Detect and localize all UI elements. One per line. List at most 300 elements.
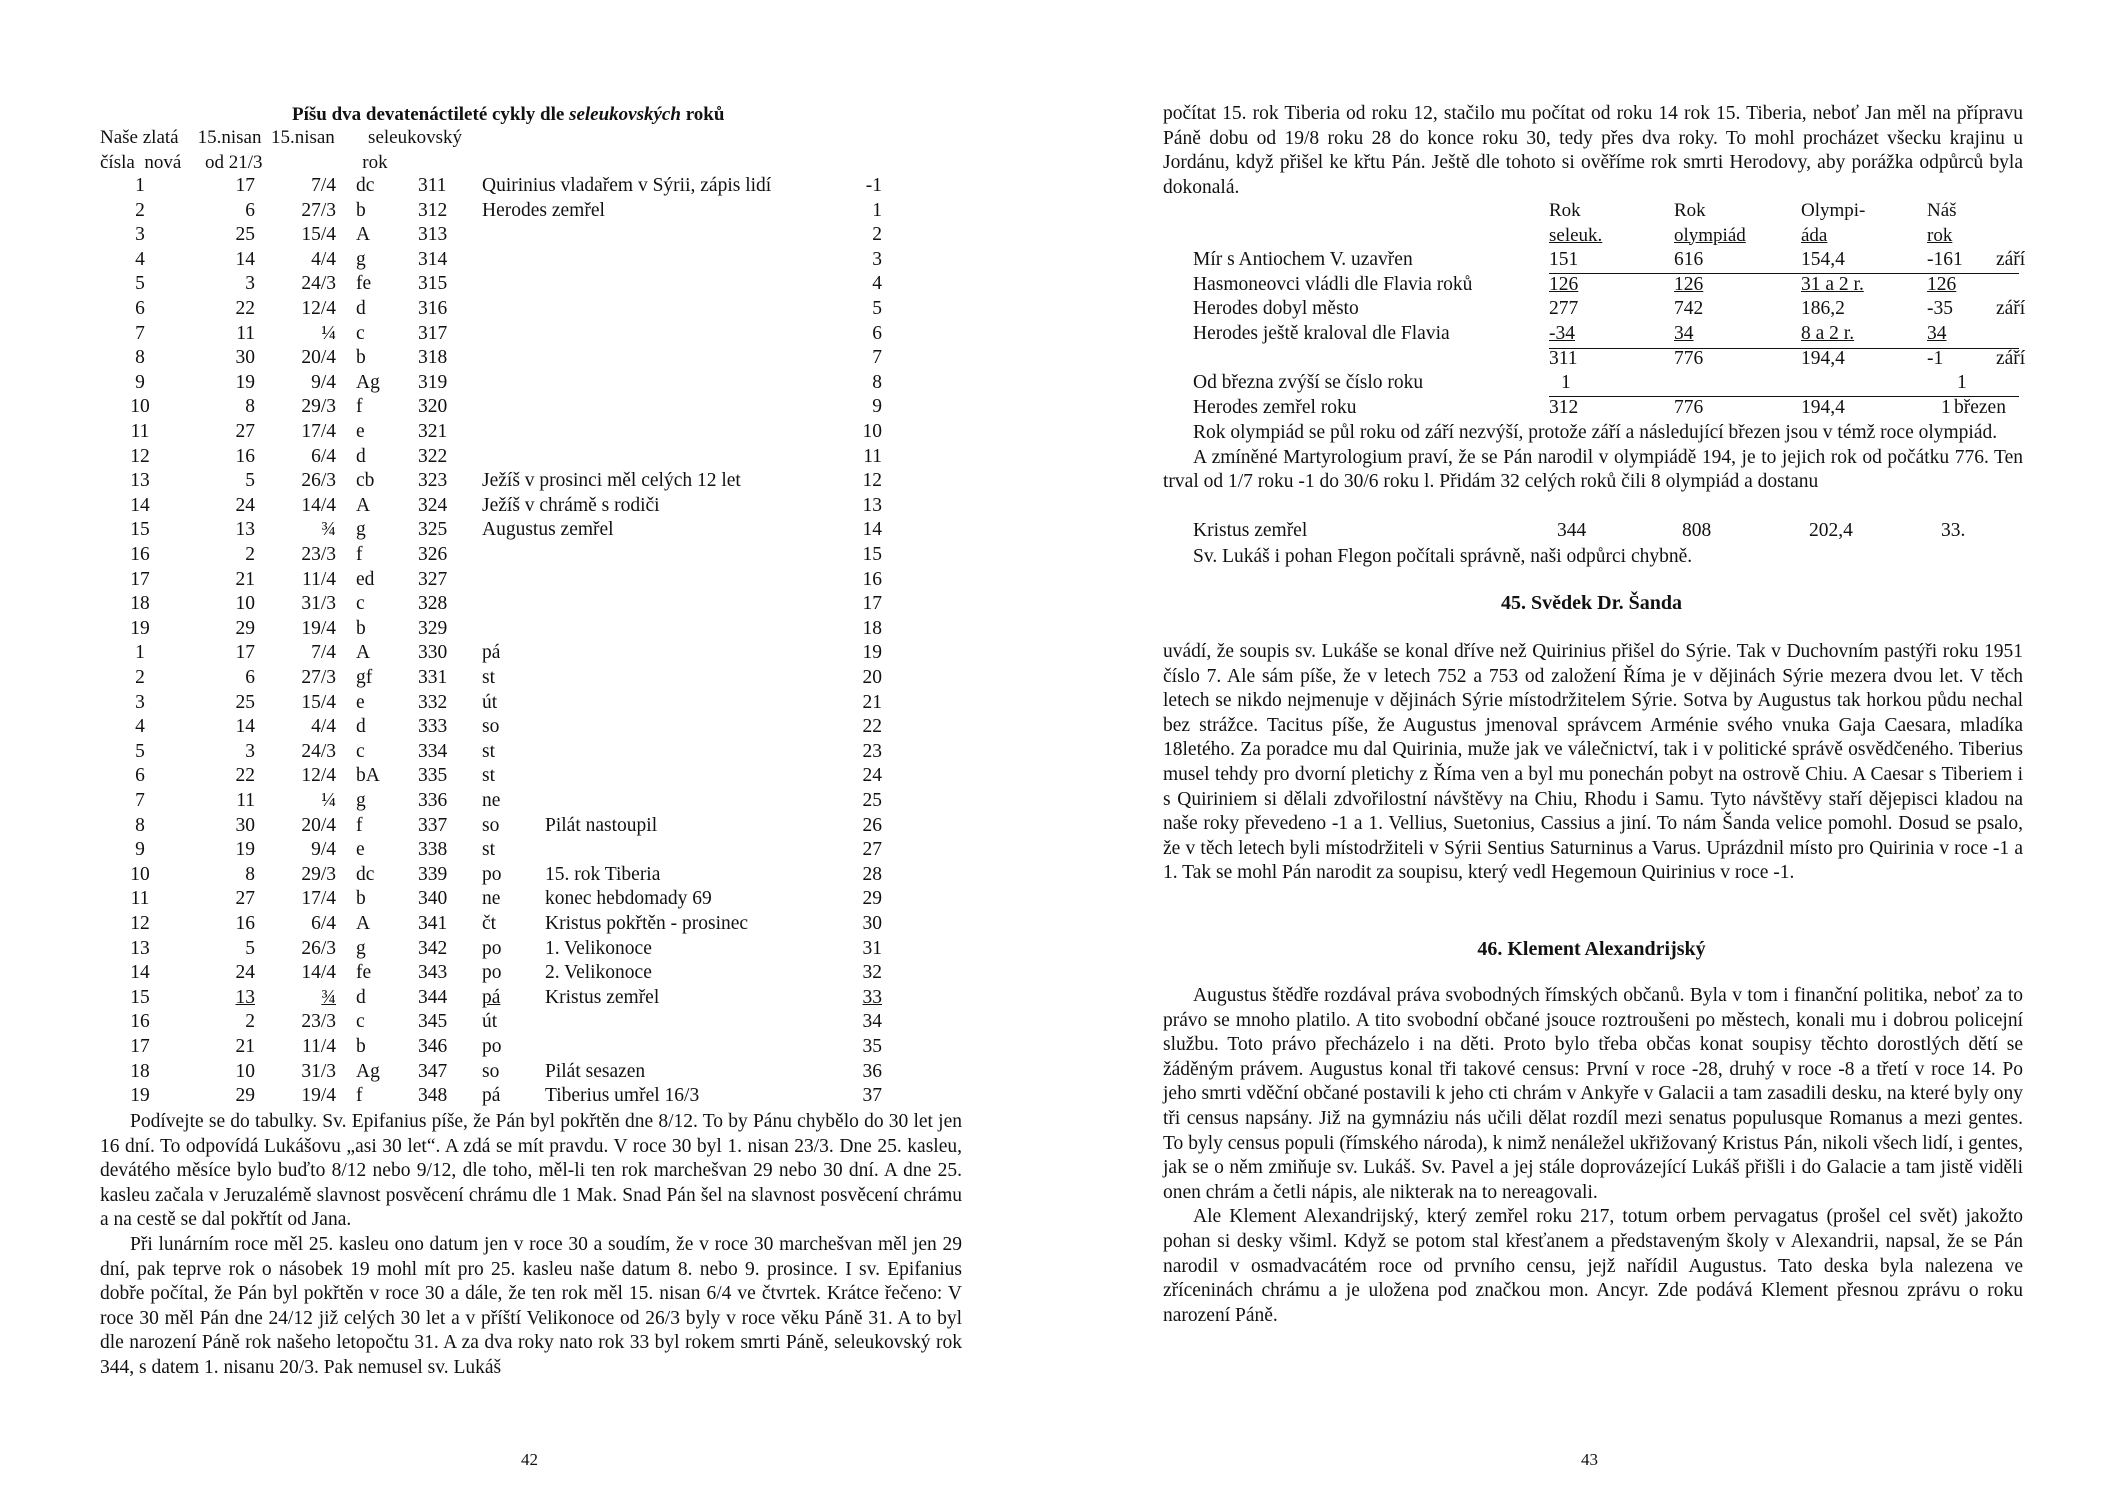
note-cell: 15. rok Tiberia <box>545 863 661 885</box>
herod-table-row <box>1061 298 2122 323</box>
dominical-letter-cell: f <box>356 1085 363 1107</box>
nisan-cell: 3 <box>245 740 255 762</box>
table-row <box>0 249 1000 274</box>
dominical-letter-cell: A <box>356 913 371 934</box>
right-page <box>1061 0 2122 1500</box>
nisan-cell: 19 <box>235 371 255 393</box>
our-year-cell: 2 <box>872 224 882 246</box>
month-cell: září <box>1996 249 2026 271</box>
seleucid-year-cell: 317 <box>418 322 448 344</box>
golden-number-cell: 3 <box>135 691 145 713</box>
our-year-cell: 126 <box>1927 273 1957 295</box>
nisan-cell: 14 <box>235 248 255 270</box>
dominical-letter-cell: bA <box>356 765 380 787</box>
date-cell: 29/3 <box>301 863 336 885</box>
date-cell: ¼ <box>321 790 336 811</box>
seleucid-year-cell: 345 <box>418 1011 448 1033</box>
note-cell: Kristus zemřel <box>545 986 660 1008</box>
table-row <box>0 470 1000 495</box>
golden-number-cell: 3 <box>135 224 145 246</box>
seleucid-cell: 1 <box>1561 372 1571 394</box>
seleucid-year-cell: 329 <box>418 617 448 639</box>
table-row <box>0 593 1000 618</box>
dominical-letter-cell: c <box>356 593 365 615</box>
table-row <box>0 716 1000 741</box>
paragraph-2: Při lunárním roce měl 25. kasleu ono datum jen v roce 30 a soudím, že v roce 30 marchešvan měl jen 29 dní, pak teprve rok o násobek 19 mohl mít pro 25. kasleu naše datum 8. nebo 9. prosince. I sv. Epifanius dobře počítal, že Pán byl pokřtěn v roce 30 a dále, že ten rok měl 15. nisan 6/4 ve čtvrtek. Krátce řečeno: V roce 30 měl Pán dne 24/12 již celých 30 let a v příští Velikonoce od 26/3 byly v roce věku Páně 31. A to byl dle narození Páně rok našeho letopočtu 31. A za dva roky nato rok 33 byl rokem smrti Páně, seleukovský rok 344, s datem 1. nisanu 20/3. Pak nemusel sv. Lukáš <box>100 1233 962 1378</box>
row-label: Od března zvýší se číslo roku <box>1193 372 1424 394</box>
weekday-cell: po <box>482 1036 502 1057</box>
note-cell: konec hebdomady 69 <box>545 888 712 910</box>
date-cell: 24/3 <box>301 273 336 295</box>
weekday-cell: so <box>482 716 500 738</box>
divider-line <box>1549 348 2019 349</box>
dominical-letter-cell: ed <box>356 568 375 590</box>
golden-number-cell: 12 <box>130 913 150 934</box>
date-cell: 15/4 <box>301 224 336 246</box>
divider-line <box>1549 273 2019 274</box>
olympiad-year-cell: 616 <box>1674 249 1704 271</box>
our-year-cell: 3 <box>872 248 882 270</box>
nisan-cell: 13 <box>235 986 255 1008</box>
golden-number-cell: 1 <box>135 642 145 664</box>
table-row <box>0 618 1000 643</box>
nisan-cell: 21 <box>235 1036 255 1057</box>
our-year-cell: 20 <box>862 667 882 688</box>
seleucid-year-cell: 314 <box>418 248 448 270</box>
golden-number-cell: 15 <box>130 519 150 541</box>
olympiad-cell: 154,4 <box>1801 249 1845 271</box>
golden-number-cell: 18 <box>130 1060 150 1082</box>
weekday-cell: ne <box>482 790 501 811</box>
row-label: Herodes zemřel roku <box>1193 396 1357 418</box>
date-cell: 11/4 <box>302 568 336 590</box>
date-cell: 23/3 <box>301 1011 336 1033</box>
golden-number-cell: 16 <box>130 544 150 565</box>
seleucid-year-cell: 347 <box>418 1060 448 1082</box>
golden-number-cell: 6 <box>135 765 145 787</box>
golden-number-cell: 19 <box>130 617 150 639</box>
weekday-cell: so <box>482 1060 500 1082</box>
nisan-cell: 30 <box>235 814 255 836</box>
seleucid-year-cell: 335 <box>418 765 448 787</box>
our-year-cell: 8 <box>872 371 882 393</box>
our-year-cell: 23 <box>862 740 882 762</box>
our-year-cell: 10 <box>862 421 882 442</box>
golden-number-cell: 8 <box>135 814 145 836</box>
weekday-cell: so <box>482 814 500 836</box>
our-year-cell: 16 <box>862 568 882 590</box>
weekday-cell: pá <box>482 986 501 1008</box>
date-cell: 12/4 <box>301 298 336 319</box>
date-cell: 9/4 <box>311 371 336 393</box>
our-year-cell: 6 <box>872 322 882 344</box>
note-cell: Ježíš v chrámě s rodiči <box>482 494 660 516</box>
our-year-cell: 32 <box>862 962 882 984</box>
dominical-letter-cell: fe <box>356 273 372 295</box>
olympiad-cell: 31 a 2 r. <box>1801 273 1864 295</box>
nisan-cell: 22 <box>235 765 255 787</box>
dominical-letter-cell: cb <box>356 470 375 492</box>
dominical-letter-cell: fe <box>356 962 372 984</box>
body-text-left <box>100 1110 962 1381</box>
date-cell: 26/3 <box>301 937 336 959</box>
table-row <box>0 421 1000 446</box>
nisan-cell: 8 <box>245 396 255 418</box>
date-cell: 20/4 <box>301 347 336 369</box>
nisan-cell: 5 <box>245 937 255 959</box>
golden-number-cell: 8 <box>135 347 145 369</box>
date-cell: 14/4 <box>301 494 336 516</box>
nisan-cell: 25 <box>235 224 255 246</box>
weekday-cell: st <box>482 765 496 787</box>
our-year-cell: 19 <box>862 642 882 664</box>
section-45-text: uvádí, že soupis sv. Lukáše se konal dříve než Quirinius přišel do Sýrie. Tak v Duchovním pastýři roku 1951 číslo 7. Ale sám píše, že v letech 752 a 753 od založení Říma je v dějinách Sýrie mezera dvou let. V těch letech se nikdo nejmenuje v dějinách Sýrie místodržitelem Sýrie. Sotva by Augustus tak horkou půdu nechal bez strážce. Tacitus píše, že Augustus jmenoval správcem Arménie svého vnuka Gaja Caesara, mladíka 18letého. Za poradce mu dal Quirinia, muže jak ve válečnictví, tak i v politické správě osvědčeného. Tiberius musel tehdy pro dvorní pletichy z Říma ven a byl mu ponechán pobyt na ostrově Chiu. A Caesar s Tiberiem i s Quiriniem si dělali zdvořilostní návštěvy na Chiu, Rhodu i Samu. Tyto návštěvy staří dějepisci kladou na naše roky převedeno -1 a 1. Vellius, Suetonius, Cassius a jiní. To nám Šanda velice pomohl. Dosud se psalo, že v těch letech byli místodržiteli v Sýrii Sentius Saturninus a Varus. Uprázdnil místo pro Quirinia v roce -1 a 1. Tak se mohl Pán narodit za soupisu, který vedl Hegemoun Quirinius v roce -1. <box>1163 641 2023 884</box>
divider-line <box>1549 396 2019 397</box>
our-year-cell: 11 <box>863 445 882 467</box>
our-year-cell: 25 <box>862 790 882 811</box>
herod-table-row <box>1061 249 2122 274</box>
nisan-cell: 14 <box>235 716 255 738</box>
table-row <box>0 642 1000 667</box>
date-cell: 6/4 <box>311 913 336 934</box>
nisan-cell: 2 <box>245 544 255 565</box>
date-cell: 7/4 <box>311 175 336 196</box>
seleucid-year-cell: 340 <box>418 888 448 910</box>
weekday-cell: po <box>482 962 502 984</box>
paragraph-1: Podívejte se do tabulky. Sv. Epifanius píše, že Pán byl pokřtěn dne 8/12. To by Pánu chybělo do 30 let jen 16 dní. To odpovídá Lukášovu „asi 30 let“. A zdá se mít pravdu. V roce 30 byl 1. nisan 23/3. Dne 25. kasleu, devátého měsíce bylo buďto 8/12 nebo 9/12, dle toho, měl-li ten rok marchešvan 29 nebo 30 dní. A dne 25. kasleu začala v Jeruzalémě slavnost posvěcení chrámu dle 1 Mak. Snad Pán šel na slavnost posvěcení chrámu a na cestě se dal pokřtít od Jana. <box>100 1111 962 1231</box>
table-row <box>0 224 1000 249</box>
nisan-cell: 27 <box>235 888 255 910</box>
golden-number-cell: 4 <box>135 248 145 270</box>
nisan-cell: 8 <box>245 863 255 885</box>
our-year-cell: 18 <box>862 617 882 639</box>
table-row <box>0 519 1000 544</box>
olympiad-year-cell: 34 <box>1674 323 1694 344</box>
our-year-cell: 4 <box>872 273 882 295</box>
seleucid-year-cell: 330 <box>418 642 448 664</box>
herod-table-row <box>1061 348 2122 373</box>
date-cell: 27/3 <box>301 667 336 688</box>
date-cell: 4/4 <box>311 248 336 270</box>
golden-number-cell: 13 <box>130 470 150 492</box>
date-cell: 19/4 <box>301 617 336 639</box>
table-row <box>0 1061 1000 1086</box>
page-number-right: 43 <box>1581 1450 1598 1469</box>
date-cell: 14/4 <box>301 962 336 984</box>
nisan-cell: 24 <box>235 962 255 984</box>
dominical-letter-cell: g <box>356 248 366 270</box>
golden-number-cell: 17 <box>130 568 150 590</box>
seleucid-year-cell: 337 <box>418 814 448 836</box>
kristus-row: Kristus zemřel 344 808 202,4 33. <box>1193 520 1966 541</box>
golden-number-cell: 10 <box>130 396 150 418</box>
row-label: Herodes dobyl město <box>1193 298 1359 320</box>
our-year-cell: 13 <box>862 494 882 516</box>
our-year-cell: 15 <box>862 544 882 565</box>
our-year-cell: -1 <box>1927 347 1944 369</box>
dominical-letter-cell: e <box>356 691 365 713</box>
weekday-cell: út <box>482 1011 498 1033</box>
date-cell: 29/3 <box>301 396 336 418</box>
dominical-letter-cell: b <box>356 617 366 639</box>
date-cell: 19/4 <box>301 1085 336 1107</box>
golden-number-cell: 11 <box>130 888 150 910</box>
dominical-letter-cell: e <box>356 839 365 861</box>
seleucid-year-cell: 312 <box>418 199 448 221</box>
seleucid-year-cell: 318 <box>418 347 448 369</box>
nisan-cell: 11 <box>236 322 255 344</box>
note-cell: Kristus pokřtěn - prosinec <box>545 913 749 934</box>
row-label: Mír s Antiochem V. uzavřen <box>1193 249 1413 271</box>
our-year-cell: -1 <box>865 175 882 196</box>
our-year-cell: 34 <box>862 1011 882 1033</box>
our-year-cell: 34 <box>1927 323 1947 344</box>
dominical-letter-cell: b <box>356 199 366 221</box>
golden-number-cell: 18 <box>130 593 150 615</box>
dominical-letter-cell: A <box>356 224 371 246</box>
seleucid-year-cell: 343 <box>418 962 448 984</box>
our-year-cell: 21 <box>862 691 882 713</box>
weekday-cell: čt <box>482 913 497 934</box>
date-cell: ¼ <box>321 322 336 344</box>
table-row <box>0 175 1000 200</box>
table-row <box>0 569 1000 594</box>
nisan-cell: 13 <box>235 519 255 541</box>
dominical-letter-cell: Ag <box>356 1060 380 1082</box>
table-row <box>0 987 1000 1012</box>
dominical-letter-cell: f <box>356 544 363 565</box>
nisan-cell: 29 <box>235 617 255 639</box>
nisan-cell: 6 <box>245 667 255 688</box>
olympiad-year-cell: 742 <box>1674 298 1704 320</box>
table-row <box>0 396 1000 421</box>
table-row <box>0 741 1000 766</box>
nisan-cell: 17 <box>235 175 255 196</box>
section-46-text: Augustus štědře rozdával práva svobodných římských občanů. Byla v tom i finanční politika, neboť za to právo se mnoho platilo. A tito svobodní občané jsouce roztroušeni po městech, konali mu i dobrou policejní službu. Toto právo přecházelo i na děti. Proto bylo třeba občas konat soupisy těchto dorostlých dětí se žáděným právem. Augustus konal tři takové census: První v roce -28, druhý v roce -8 a třetí v roce 14. Po jeho smrti vděční občané postavili k jeho cti chrám v Ankyře v Galacii a tam zasadili desku, na které byly ony tři census napsány. Již na gymnáziu nás učili dělat rozdíl mezi senatus populusque Romanus a mezi gentes. To byly census populi (římského národa), k nimž nenáležel ukřižovaný Kristus Pán, nikoli všech lidí, i gentes, jak se o něm zmiňuje sv. Lukáš. Sv. Pavel a jej stále doprovázející Lukáš přišli i do Galacie a tam jistě viděli onen chrám a četli nápis, ale nikterak na to nereagovali. Ale Klement Alexandrijský, který zemřel roku 217, totum orbem pervagatus (prošel cel svět) jakožto pohan si desky všiml. Když se potom stal křesťanem a představeným školy v Alexandrii, napsal, že se Pán narodil v osmadvacátém roce od prvního censu, jejž nařídil Augustus. Tato deska byla nalezena ve zříceninách chrámu a je uložena pod značkou mon. Ancyr. Zde podává Klement přesnou zprávu o roku narození Páně. <box>1163 985 2023 1326</box>
nisan-cell: 19 <box>235 839 255 861</box>
table-row <box>0 938 1000 963</box>
seleucid-year-cell: 324 <box>418 494 448 516</box>
golden-number-cell: 5 <box>135 740 145 762</box>
nisan-cell: 25 <box>235 691 255 713</box>
dominical-letter-cell: d <box>356 445 366 467</box>
nisan-cell: 30 <box>235 347 255 369</box>
date-cell: 26/3 <box>301 470 336 492</box>
dominical-letter-cell: dc <box>356 863 375 885</box>
table-row <box>0 273 1000 298</box>
olympiad-cell: 194,4 <box>1801 396 1845 418</box>
table-row <box>0 815 1000 840</box>
mid-text: Rok olympiád se půl roku od září nezvýší, protože září a následující březen jsou v témž roce olympiád. A zmíněné Martyrologium praví, že se Pán narodil v olympiádě 194, je to jejich rok od počátku 776. Ten trval od 1/7 roku -1 do 30/6 roku l. Přidám 32 celých roků čili 8 olympiád a dostanu <box>1163 422 2023 493</box>
olympiad-year-cell: 776 <box>1674 347 1704 369</box>
nisan-cell: 24 <box>235 494 255 516</box>
our-year-cell: 35 <box>862 1036 882 1057</box>
our-year-cell: 30 <box>862 913 882 934</box>
our-year-cell: -161 <box>1927 249 1963 271</box>
golden-number-cell: 16 <box>130 1011 150 1033</box>
our-year-cell: 17 <box>862 593 882 615</box>
golden-number-cell: 9 <box>135 371 145 393</box>
golden-number-cell: 2 <box>135 667 145 688</box>
date-cell: 6/4 <box>311 445 336 467</box>
table-row <box>0 544 1000 569</box>
dominical-letter-cell: e <box>356 421 365 442</box>
note-cell: Tiberius umřel 16/3 <box>545 1085 700 1107</box>
dominical-letter-cell: b <box>356 347 366 369</box>
date-cell: ¾ <box>321 519 336 541</box>
date-cell: ¾ <box>321 986 336 1008</box>
golden-number-cell: 5 <box>135 273 145 295</box>
golden-number-cell: 17 <box>130 1036 150 1057</box>
date-cell: 17/4 <box>301 888 336 910</box>
date-cell: 17/4 <box>301 421 336 442</box>
nisan-cell: 16 <box>235 913 255 934</box>
seleucid-cell: 277 <box>1549 298 1579 320</box>
nisan-cell: 21 <box>235 568 255 590</box>
weekday-cell: po <box>482 937 502 959</box>
our-year-cell: 5 <box>872 298 882 319</box>
date-cell: 4/4 <box>311 716 336 738</box>
weekday-cell: po <box>482 863 502 885</box>
our-year-cell: 33 <box>862 986 882 1008</box>
seleucid-year-cell: 341 <box>418 913 448 934</box>
herod-table-row <box>1061 397 2122 422</box>
note-cell: Pilát nastoupil <box>545 814 658 836</box>
dominical-letter-cell: Ag <box>356 371 380 393</box>
row-label: Hasmoneovci vládli dle Flavia roků <box>1193 273 1473 295</box>
seleucid-cell: 311 <box>1549 347 1578 369</box>
dominical-letter-cell: dc <box>356 175 375 196</box>
our-year-cell: 29 <box>862 888 882 910</box>
table-row <box>0 765 1000 790</box>
table-header-line-2: čísla nová od 21/3 rok <box>100 152 388 173</box>
seleucid-year-cell: 339 <box>418 863 448 885</box>
our-year-cell: 1 <box>1957 372 1967 394</box>
nisan-cell: 16 <box>235 445 255 467</box>
table-row <box>0 298 1000 323</box>
our-year-cell: 36 <box>862 1060 882 1082</box>
heading-46: 46. Klement Alexandrijský <box>1477 938 1706 960</box>
our-year-cell: 26 <box>862 814 882 836</box>
month-cell: březen <box>1954 396 2006 418</box>
row-label: Herodes ještě kraloval dle Flavia <box>1193 323 1450 344</box>
seleucid-year-cell: 319 <box>418 371 448 393</box>
seleucid-year-cell: 332 <box>418 691 448 713</box>
nisan-cell: 11 <box>236 790 255 811</box>
note-cell: Ježíš v prosinci měl celých 12 let <box>482 470 741 492</box>
date-cell: 11/4 <box>302 1036 336 1057</box>
table-row <box>0 962 1000 987</box>
nisan-cell: 22 <box>235 298 255 319</box>
seleucid-cell: 126 <box>1549 273 1579 295</box>
table-row <box>0 446 1000 471</box>
note-cell: 1. Velikonoce <box>545 937 652 959</box>
golden-number-cell: 11 <box>130 421 150 442</box>
dominical-letter-cell: A <box>356 642 371 664</box>
table-row <box>0 667 1000 692</box>
olympiad-year-cell: 126 <box>1674 273 1704 295</box>
table-row <box>0 864 1000 889</box>
note-cell: 2. Velikonoce <box>545 962 652 984</box>
seleucid-year-cell: 333 <box>418 716 448 738</box>
table-row <box>0 323 1000 348</box>
weekday-cell: pá <box>482 642 501 664</box>
dominical-letter-cell: c <box>356 740 365 762</box>
seleucid-year-cell: 327 <box>418 568 448 590</box>
golden-number-cell: 14 <box>130 962 150 984</box>
seleucid-year-cell: 336 <box>418 790 448 811</box>
seleucid-year-cell: 346 <box>418 1036 448 1057</box>
table-row <box>0 347 1000 372</box>
seleucid-cell: 312 <box>1549 396 1579 418</box>
our-year-cell: -35 <box>1927 298 1953 320</box>
seleucid-year-cell: 342 <box>418 937 448 959</box>
herod-table-header-1: Rok Rok Olympi- Náš <box>1549 200 1957 221</box>
golden-number-cell: 2 <box>135 199 145 221</box>
dominical-letter-cell: g <box>356 790 366 811</box>
nisan-cell: 5 <box>245 470 255 492</box>
date-cell: 31/3 <box>301 1060 336 1082</box>
date-cell: 9/4 <box>311 839 336 861</box>
table-row <box>0 495 1000 520</box>
dominical-letter-cell: b <box>356 888 366 910</box>
seleucid-year-cell: 331 <box>418 667 448 688</box>
our-year-cell: 1 <box>872 199 882 221</box>
month-cell: září <box>1996 347 2026 369</box>
nisan-cell: 3 <box>245 273 255 295</box>
golden-number-cell: 4 <box>135 716 145 738</box>
date-cell: 20/4 <box>301 814 336 836</box>
date-cell: 27/3 <box>301 199 336 221</box>
weekday-cell: st <box>482 740 496 762</box>
dominical-letter-cell: g <box>356 937 366 959</box>
seleucid-year-cell: 348 <box>418 1085 448 1107</box>
dominical-letter-cell: g <box>356 519 366 541</box>
date-cell: 12/4 <box>301 765 336 787</box>
our-year-cell: 27 <box>862 839 882 861</box>
intro-paragraph: počítat 15. rok Tiberia od roku 12, stačilo mu počítat od roku 14 rok 15. Tiberia, neboť Jan měl na přípravu Páně dobu od 19/8 roku 28 do konce roku 30, tedy přes dva roky. To mohl procházet všecku krajinu u Jordánu, když přišel ke křtu Pán. Ještě dle tohoto si ověříme rok smrti Herodovy, aby porážka odpůrců byla dokonalá. <box>1163 103 2023 198</box>
seleucid-year-cell: 338 <box>418 839 448 861</box>
golden-number-cell: 10 <box>130 863 150 885</box>
dominical-letter-cell: d <box>356 298 366 319</box>
golden-number-cell: 12 <box>130 445 150 467</box>
nisan-cell: 29 <box>235 1085 255 1107</box>
our-year-cell: 1 <box>1941 396 1951 418</box>
seleucid-year-cell: 328 <box>418 593 448 615</box>
table-row <box>0 200 1000 225</box>
dominical-letter-cell: gf <box>356 667 373 688</box>
our-year-cell: 31 <box>862 937 882 959</box>
seleucid-year-cell: 320 <box>418 396 448 418</box>
nisan-cell: 2 <box>245 1011 255 1033</box>
dominical-letter-cell: d <box>356 716 366 738</box>
golden-number-cell: 15 <box>130 986 150 1008</box>
date-cell: 23/3 <box>301 544 336 565</box>
table-row <box>0 1011 1000 1036</box>
weekday-cell: út <box>482 691 498 713</box>
golden-number-cell: 7 <box>135 790 145 811</box>
herod-table-header-2: seleuk. olympiád áda rok <box>1549 224 1953 246</box>
seleucid-year-cell: 311 <box>418 175 447 196</box>
our-year-cell: 22 <box>862 716 882 738</box>
note-cell: Herodes zemřel <box>482 199 605 221</box>
seleucid-year-cell: 316 <box>418 298 448 319</box>
nisan-cell: 6 <box>245 199 255 221</box>
dominical-letter-cell: d <box>356 986 366 1008</box>
table-row <box>0 913 1000 938</box>
seleucid-cell: 151 <box>1549 249 1579 271</box>
nisan-cell: 27 <box>235 421 255 442</box>
